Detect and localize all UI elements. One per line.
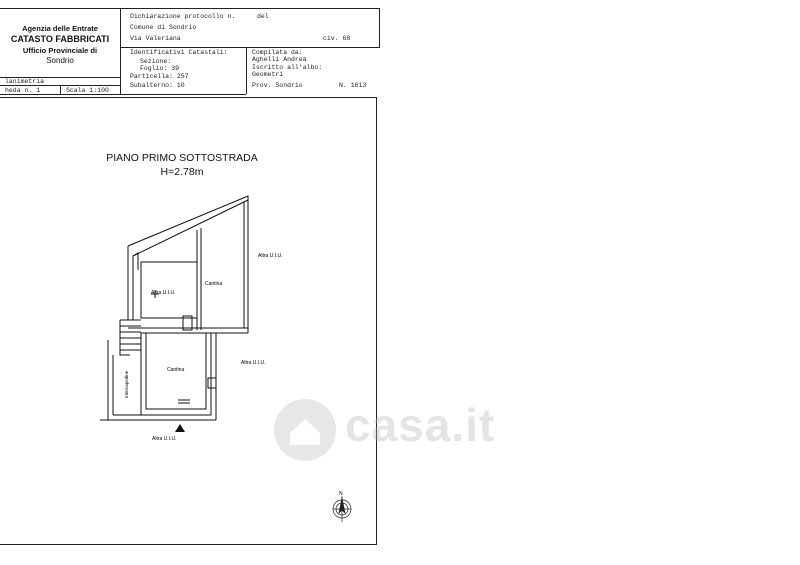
civ-field: civ. 68 (323, 35, 351, 42)
label-cantina-lower: Cantina (167, 367, 185, 373)
label-cantina-upper: Cantina (205, 281, 223, 287)
comune-field: Comune di Sondrio (130, 24, 197, 31)
outer-diagonal (128, 196, 248, 256)
planimetria-label: lanimetria (5, 78, 45, 85)
prov-field: Prov. Sondrio (252, 82, 303, 89)
particella-field: Particella: 257 (130, 73, 189, 80)
label-altra-uiu-inner: Altra U.I.U. (151, 290, 176, 296)
label-altra-uiu-right-top: Altra U.I.U. (258, 253, 283, 259)
label-altra-uiu-bottom: Altra U.I.U. (152, 436, 177, 442)
sezione-field: Sezione: (140, 58, 172, 65)
plan-height: H=2.78m (160, 166, 204, 178)
scheda-label: heda n. 1 (5, 87, 41, 94)
label-altra-uiu-right-mid: Altra U.I.U. (241, 360, 266, 366)
identificativi-label: Identificativi Catastali: (130, 49, 228, 56)
office-ufficio: Ufficio Provinciale di (22, 46, 98, 55)
stair (120, 320, 141, 355)
compilata-label: Compilata da: (252, 49, 303, 56)
plan-walls (100, 196, 248, 420)
plan-title: PIANO PRIMO SOTTOSTRADA (106, 152, 258, 164)
entrance-marker (175, 424, 185, 432)
label-intercapedine: Intercapedine (124, 370, 129, 398)
north-arrow-icon (333, 496, 351, 522)
del-field: del (257, 13, 269, 20)
door-mark-2 (208, 378, 216, 388)
foglio-field: Foglio: 39 (140, 65, 180, 72)
iscritto-label: Iscritto all'albo: (252, 64, 323, 71)
albo-field: Geometri (252, 71, 284, 78)
watermark-text: casa.it (345, 399, 496, 451)
numero-field: N. 1613 (339, 82, 367, 89)
north-label: N (339, 491, 343, 497)
dichiarazione-field: Dichiarazione protocollo n. (130, 13, 236, 20)
scala-label: Scala 1:100 (66, 87, 109, 94)
via-field: Via Valeriana (130, 35, 181, 42)
watermark (270, 390, 550, 470)
office-catasto: CATASTO FABBRICATI (10, 34, 110, 44)
office-city: Sondrio (46, 56, 74, 65)
inner-diagonal (133, 253, 138, 270)
cantina-room-outer (141, 333, 211, 415)
compilatore-field: Aghelli Andrea (252, 56, 307, 63)
office-agency: Agenzia delle Entrate (22, 24, 98, 33)
house-logo-icon (270, 395, 340, 465)
subalterno-field: Subalterno: 10 (130, 82, 185, 89)
